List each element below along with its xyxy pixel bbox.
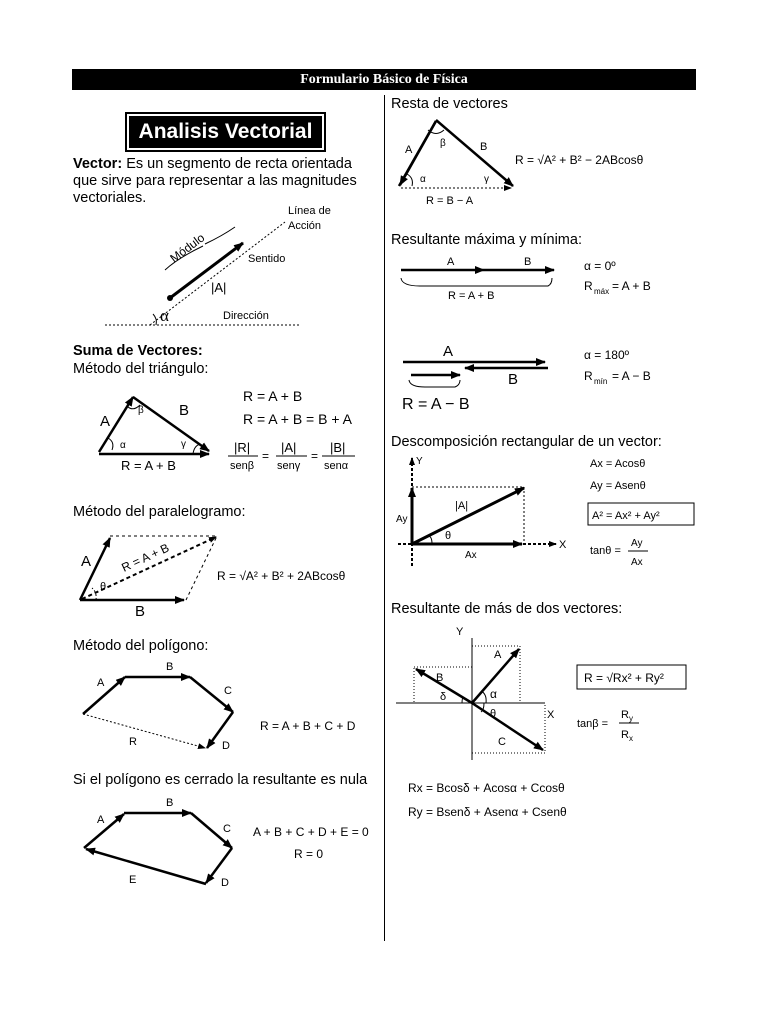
resta-beta: β [440,138,446,149]
closed-A: A [97,814,105,826]
svg-text:Ry: $R_y$ [621,709,633,723]
desc-X: X [559,539,567,551]
mas-B: B [436,672,444,684]
vector-term: Vector: [73,156,123,172]
min-res-eq: = A − B [612,369,651,383]
law-senb: senβ [230,460,255,472]
law-seng: senγ [277,460,301,472]
law-A: |A| [281,440,297,455]
desc-f4-den: Ax [631,557,643,568]
mas-Y: Y [456,626,464,638]
max-diagram [401,256,651,302]
parallelogram-diagram [80,536,346,620]
mas-title: Resultante de más de dos vectores: [391,601,623,617]
min-B: B [508,371,519,388]
closed-f1: A + B + C + D + E = 0 [253,825,369,839]
tri-beta: β [138,405,144,416]
vector-def-text: Es un segmento de recta orientada que sirve para representar a las magnitudes vectoriales. [73,156,357,206]
closed-B: B [166,797,174,809]
resta-B: B [480,141,488,153]
subtraction-diagram [399,120,644,207]
tri-R-eq: R = A + B [121,458,176,473]
poly-formula: R = A + B + C + D [260,719,356,733]
decomposition-diagram [396,456,694,568]
par-A: A [81,553,92,570]
closed-C: C [223,823,231,835]
min-A: A [443,343,454,360]
norm-label: |A| [211,280,227,295]
mas-C: C [498,736,506,748]
desc-f2: Ay = Asenθ [590,480,646,492]
vector-diagram [105,205,331,325]
par-B: B [135,603,146,620]
maxmin-title: Resultante máxima y mínima: [391,232,582,248]
paralelogramo-title: Método del paralelogramo: [73,504,246,520]
mas-f2: tanβ = [577,718,609,730]
linea-label-1: Línea de [288,205,331,217]
law-B: |B| [330,440,346,455]
linea-label-2: Acción [288,220,322,232]
alpha-label: α [160,306,169,325]
tri-gamma: γ [181,439,186,450]
max-res-eq: = A + B [612,279,651,293]
closed-f2: R = 0 [294,847,324,861]
poly-C: C [224,685,232,697]
svg-text:=: = [262,449,270,463]
mas-Ry: Ry = Bsenδ + Asenα + Csenθ [408,805,567,819]
tri-alpha: α [120,440,126,451]
law-R: |R| [234,440,251,455]
tri-f1: R = A + B [243,388,303,404]
triangulo-title: Método del triángulo: [73,361,209,377]
par-R-label: R = A + B [119,540,172,575]
resta-A: A [405,144,413,156]
mas-Rx: Rx = Bcosδ + Acosα + Ccosθ [408,781,565,795]
min-R: R = A − B [402,396,470,413]
section-title: Analisis Vectorial [125,112,326,152]
min-cond: α = 180º [584,348,630,362]
svg-text:=: = [311,449,319,463]
max-res: R [584,279,593,293]
closed-D: D [221,877,229,889]
direccion-label: Dirección [223,310,269,322]
resta-gamma: γ [484,174,489,185]
resta-R-eq: R = B − A [426,195,474,207]
poly-R: R [129,736,137,748]
page-header: Formulario Básico de Física [72,69,696,90]
tri-A-label: A [100,413,111,430]
desc-f4: tanθ = [590,545,621,557]
min-res: R [584,369,593,383]
min-sub: mín [594,377,608,386]
poly-B: B [166,661,174,673]
polygon-diagram [83,661,356,752]
tri-B-label: B [179,402,190,419]
svg-text:Rx: $R_x$ [621,729,633,743]
mas-A: A [494,649,502,661]
desc-Ax: Ax [465,550,477,561]
par-formula: R = √A² + B² + 2ABcosθ [217,569,346,583]
min-diagram [402,343,651,413]
descomp-title: Descomposición rectangular de un vector: [391,434,662,450]
tri-f2: R = A + B = B + A [243,411,352,427]
max-B: B [524,256,532,268]
max-cond: α = 0º [584,259,616,273]
max-A: A [447,256,455,268]
desc-Ay: Ay [396,514,408,525]
desc-f1: Ax = Acosθ [590,458,646,470]
poly-D: D [222,740,230,752]
desc-f4-num: Ay [631,538,643,549]
par-theta: θ [100,581,107,593]
law-sena: senα [324,460,349,472]
cerrado-title: Si el polígono es cerrado la resultante es nula [73,772,368,788]
sentido-label: Sentido [248,253,286,265]
poligono-title: Método del polígono: [73,638,209,654]
desc-Y: Y [416,456,423,467]
desc-theta: θ [445,530,452,542]
closed-polygon-diagram [84,797,369,889]
poly-A: A [97,677,105,689]
mas-f1: R = √Rx² + Ry² [584,671,664,685]
max-sub: máx [594,287,610,296]
triangle-method-diagram [99,388,355,473]
resta-formula: R = √A² + B² − 2ABcosθ [515,153,644,167]
max-R: R = A + B [448,290,495,302]
mas-delta: δ [440,691,447,703]
resta-title: Resta de vectores [391,96,508,112]
suma-title: Suma de Vectores: [73,343,203,359]
closed-E: E [129,874,137,886]
mas-X: X [547,709,555,721]
resta-alpha: α [420,174,426,185]
multi-vector-diagram [396,626,686,819]
modulo-label: Módulo [167,230,208,266]
desc-A: |A| [455,500,469,512]
mas-alpha: α [490,687,497,701]
mas-theta: θ [490,708,497,720]
desc-f3: A² = Ax² + Ay² [592,510,660,522]
